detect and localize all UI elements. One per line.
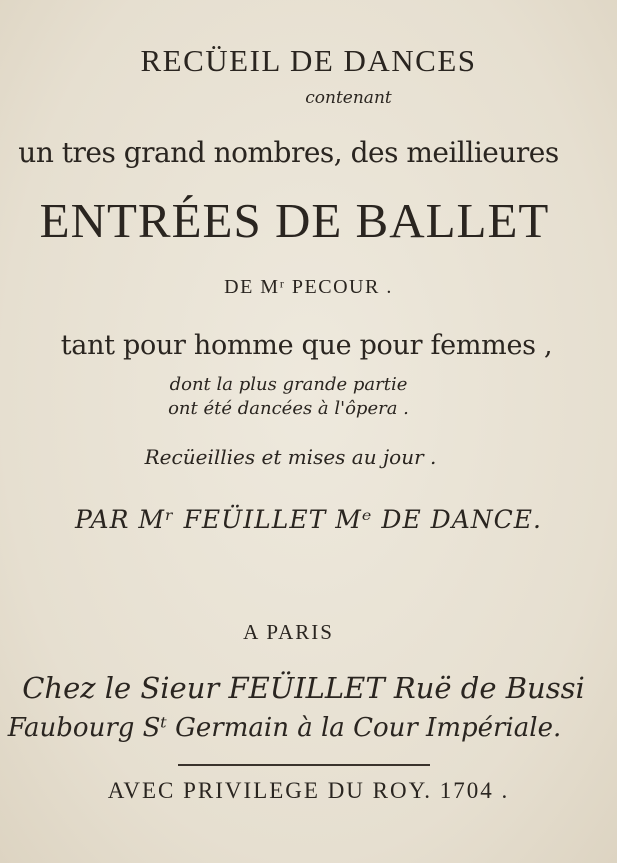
- place-line: A PARIS: [243, 620, 334, 644]
- opera-line-2: ont été dancées à l'ôpera .: [168, 398, 409, 419]
- subtitle-contenant: contenant: [305, 88, 392, 108]
- main-title: ENTRÉES DE BALLET: [39, 193, 550, 248]
- title-heading: RECÜEIL DE DANCES: [140, 43, 477, 78]
- opera-line-1: dont la plus grande partie: [169, 374, 408, 395]
- author-line: DE Mʳ PECOUR .: [224, 276, 393, 298]
- collected-line: Recüeillies et mises au jour .: [144, 445, 437, 469]
- publisher-line-1: Chez le Sieur FEÜILLET Ruë de Bussi: [22, 671, 585, 705]
- divider-rule: [178, 764, 430, 766]
- description-line: un tres grand nombres, des meillieures: [18, 136, 559, 169]
- publisher-line-2: Faubourg Sᵗ Germain à la Cour Impériale.: [7, 713, 562, 743]
- audience-line: tant pour homme que pour femmes ,: [60, 330, 553, 361]
- compiler-line: PAR Mʳ FEÜILLET Mᵉ DE DANCE.: [75, 505, 542, 534]
- privilege-line: AVEC PRIVILEGE DU ROY. 1704 .: [107, 778, 510, 803]
